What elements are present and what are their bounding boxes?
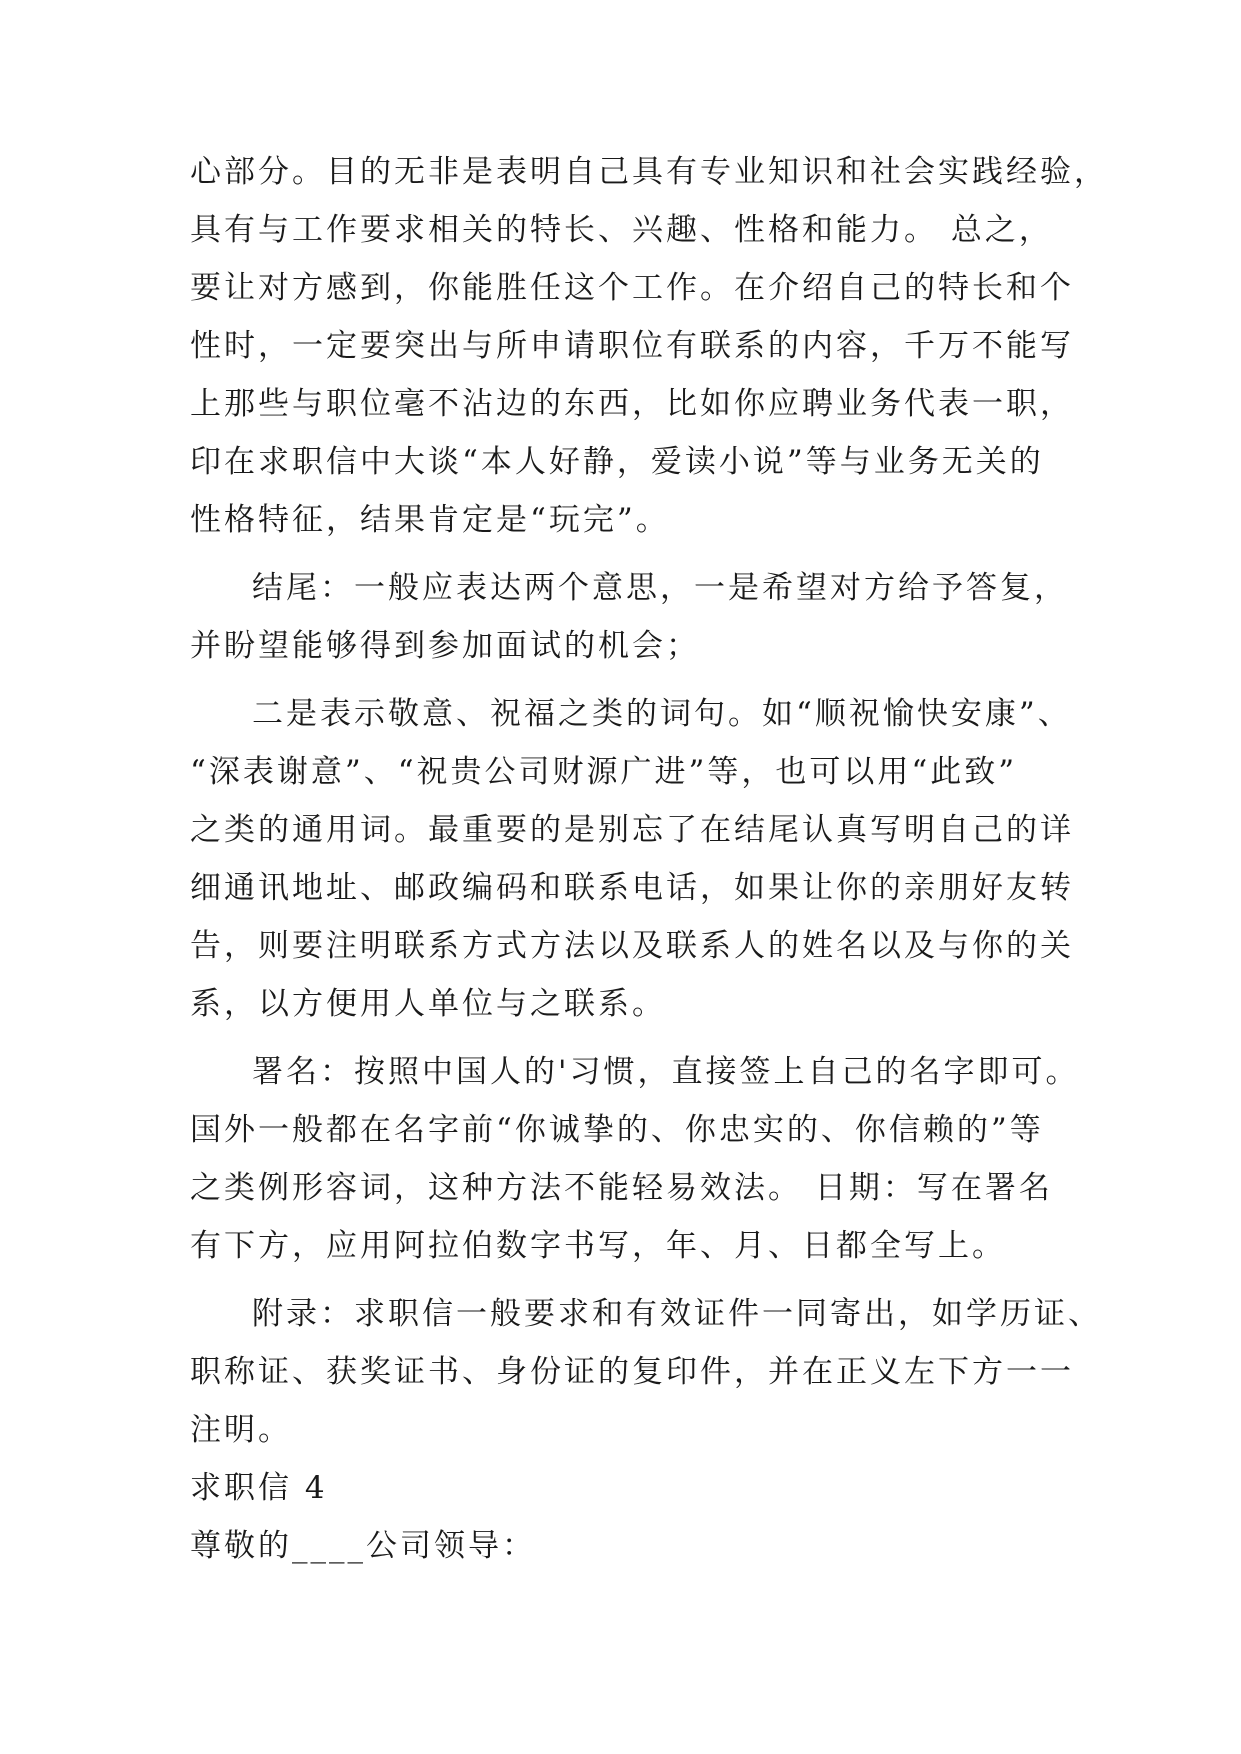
paragraph-line: 性格特征，结果肯定是“玩完”。 [190, 502, 670, 538]
paragraph-line: 职称证、获奖证书、身份证的复印件，并在正义左下方一一 [190, 1354, 1074, 1390]
paragraph-line: 心部分。目的无非是表明自己具有专业知识和社会实践经验， [190, 154, 1108, 190]
paragraph-line: 系，以方便用人单位与之联系。 [190, 986, 666, 1022]
paragraph-line: “深表谢意”、“祝贵公司财源广进”等，也可以用“此致” [190, 754, 1018, 790]
section-heading: 求职信 4 [190, 1470, 328, 1506]
paragraph-line: 有下方，应用阿拉伯数字书写，年、月、日都全写上。 [190, 1228, 1006, 1264]
paragraph-line: 具有与工作要求相关的特长、兴趣、性格和能力。 总之， [190, 212, 1053, 248]
paragraph-line: 之类的通用词。最重要的是别忘了在结尾认真写明自己的详 [190, 812, 1074, 848]
paragraph-line: 并盼望能够得到参加面试的机会； [190, 628, 700, 664]
paragraph-line: 要让对方感到，你能胜任这个工作。在介绍自己的特长和个 [190, 270, 1074, 306]
paragraph-line: 印在求职信中大谈“本人好静，爱读小说”等与业务无关的 [190, 444, 1044, 480]
paragraph-line: 告，则要注明联系方式方法以及联系人的姓名以及与你的关 [190, 928, 1074, 964]
paragraph-line: 附录：求职信一般要求和有效证件一同寄出，如学历证、 [252, 1296, 1102, 1332]
paragraph-line: 之类例形容词，这种方法不能轻易效法。 日期：写在署名 [190, 1170, 1053, 1206]
paragraph-line: 注明。 [190, 1412, 292, 1448]
paragraph-line: 性时，一定要突出与所申请职位有联系的内容，千万不能写 [190, 328, 1074, 364]
paragraph-line: 细通讯地址、邮政编码和联系电话，如果让你的亲朋好友转 [190, 870, 1074, 906]
paragraph-line: 署名：按照中国人的'习惯，直接签上自己的名字即可。 [252, 1054, 1080, 1090]
paragraph-line: 结尾：一般应表达两个意思，一是希望对方给予答复， [252, 570, 1068, 606]
paragraph-line: 上那些与职位毫不沾边的东西，比如你应聘业务代表一职， [190, 386, 1074, 422]
paragraph-line: 二是表示敬意、祝福之类的词句。如“顺祝愉快安康”、 [252, 696, 1072, 732]
paragraph-line: 国外一般都在名字前“你诚挚的、你忠实的、你信赖的”等 [190, 1112, 1044, 1148]
salutation-line: 尊敬的____公司领导： [190, 1528, 536, 1564]
